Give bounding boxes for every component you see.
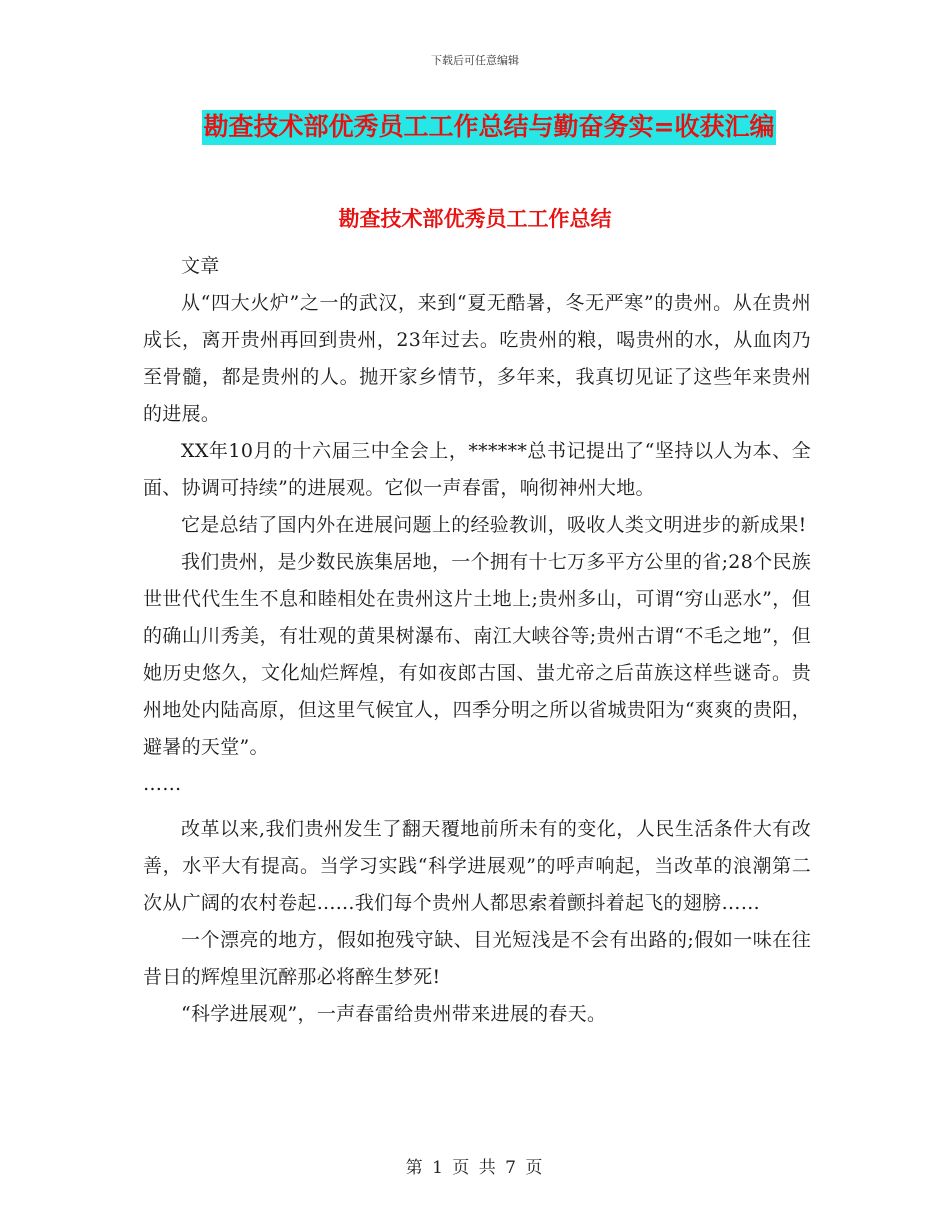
paragraph: 我们贵州，是少数民族集居地，一个拥有十七万多平方公里的省;28个民族世世代代生生不息和睦相处在贵州这片土地上;贵州多山，可谓“穷山恶水”，但的确山川秀美，有壮观的黄果树瀑布、南江大峡谷等;贵州古谓“不毛之地”，但她历史悠久，文化灿烂辉煌，有如夜郎古国、蚩尤帝之后苗族这样些谜奇。贵州地处内陆高原，但这里气候宜人，四季分明之所以省城贵阳为“爽爽的贵阳，避暑的天堂”。 xyxy=(143,551,811,758)
main-title-text: 勘查技术部优秀员工工作总结与勤奋务实=收获汇编 xyxy=(202,110,777,145)
paragraph: “科学进展观”，一声春雷给贵州带来进展的春天。 xyxy=(181,1003,607,1025)
paragraph: 文章 xyxy=(181,255,220,277)
paragraph: 改革以来,我们贵州发生了翻天覆地前所未有的变化，人民生活条件大有改善，水平大有提高。当学习实践“科学进展观”的呼声响起，当改革的浪潮第二次从广阔的农村卷起......我们每个贵州人都思索着颤抖着起飞的翅膀…… xyxy=(143,818,811,914)
paragraph: XX年10月的十六届三中全会上，******总书记提出了“坚持以人为本、全面、协调可持续”的进展观。它似一声春雷，响彻神州大地。 xyxy=(143,440,811,499)
header-note: 下载后可任意编辑 xyxy=(431,54,519,67)
document-body xyxy=(143,248,811,1033)
paragraph: 从“四大火炉”之一的武汉，来到“夏无酷暑，冬无严寒”的贵州。从在贵州成长，离开贵州再回到贵州，23年过去。吃贵州的粮，喝贵州的水，从血肉乃至骨髓，都是贵州的人。抛开家乡情节，多年来，我真切见证了这些年来贵州的进展。 xyxy=(143,292,811,425)
paragraph: 一个漂亮的地方，假如抱残守缺、目光短浅是不会有出路的;假如一味在往昔日的辉煌里沉醉那必将醉生梦死! xyxy=(143,929,811,988)
paragraph-ellipsis: …… xyxy=(143,773,182,795)
document-sub-title: 勘查技术部优秀员工工作总结 xyxy=(338,207,612,231)
document-main-title xyxy=(0,110,950,145)
page-footer: 第 1 页 共 7 页 xyxy=(405,1158,545,1178)
paragraph: 它是总结了国内外在进展问题上的经验教训，吸收人类文明进步的新成果! xyxy=(181,514,807,536)
